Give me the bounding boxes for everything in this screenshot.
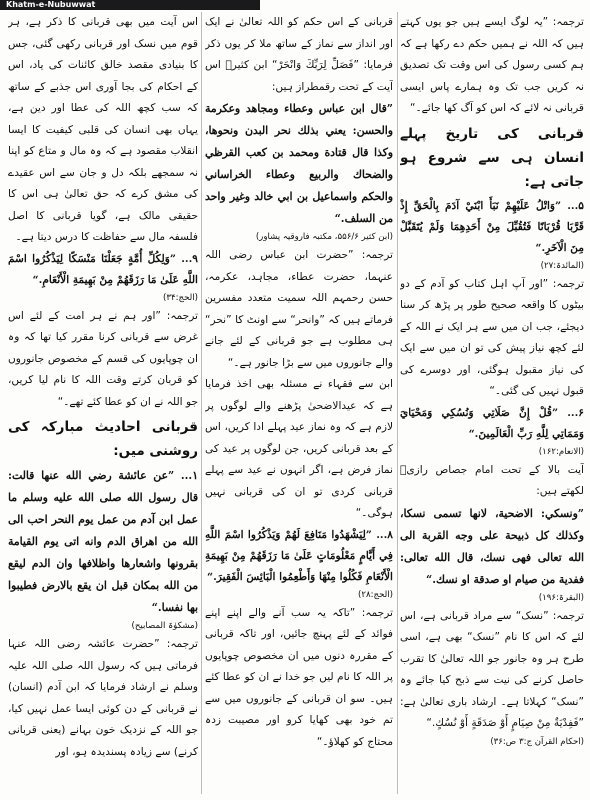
quran-verse: ۸... ”لِيَشْهَدُوا مَنَافِعَ لَهُمْ وَيَذْكُرُوا اسْمَ اللَّهِ فِي أَيَّامٍ مَعْلُومَاتٍ عَلَىٰ مَا رَزَقَهُمْ مِنْ بَهِيمَةِ الْأَنْعَامِ فَكُلُوا مِنْهَا وَأَطْعِمُوا الْبَائِسَ الْفَقِيرَ.“	[205, 528, 393, 583]
translation-paragraph: ترجمہ: ”اور ہم نے ہر امت کے لئے اس غرض سے قربانی کرنا مقرر کیا تھا کہ وہ ان چوپایوں کی قسم کے مخصوص جانوروں کو قربان کرتے وقت اللہ کا نام لیا کریں، جو اللہ نے ان کو عطا کئے تھے۔“	[8, 309, 198, 408]
paragraph: ابن سے فقہاء نے مسئلہ بھی اخذ فرمایا ہے کہ عیدالاضحیٰ پڑھنے والے لوگوں پر لازم ہے کہ وہ نماز عید پہلے ادا کریں، اس کے بعد قربانی کریں، جن لوگوں پر عید کی نماز فرض ہے، اگر انہوں نے عید سے پہلے قربانی کردی تو ان کی قربانی نہیں ہوگی۔“	[205, 378, 393, 519]
hadith-quotation: ۱... ”عن عائشة رضي الله عنها قالت: قال رسول الله صلى الله عليه وسلم ما عمل ابن آدم من عمل يوم النحر احب الى الله من اهراق الدم وانه اتى يوم القيامة بقرونها واشعارها واظلافها وان الدم ليقع من الله بمكان قبل ان يقع بالارض فطيبوا بها نفسا.“	[8, 469, 198, 614]
arabic-quotation: ”ونسكي: الاضحية، لانها تسمى نسكا، وكذلك كل ذبيحة على وجه القربة الى الله تعالى فهى نسك، قال الله تعالى: ففدية من صيام او صدقة او نسك.“	[400, 506, 584, 586]
verse-reference: (الحج:۳۴)	[163, 292, 198, 303]
section-heading: قربانی کی تاریخ پہلے انسان ہی سے شروع ہو جاتی ہے:	[400, 125, 584, 190]
book-reference: (ابن کثیر ۵۵۶/۶، مکتبہ فاروقیہ پشاور)	[255, 232, 393, 242]
translation-paragraph: ترجمہ: ”حضرت ابن عباس رضی اللہ عنہما، حضرت عطاء، مجاہد، عکرمہ، حسن رحمہم اللہ سمیت متعدد مفسرین فرماتے ہیں کہ ”وانحر“ سے اونٹ کا ”نحر“ ہی مطلوب ہے جو قربانی کے لئے جانے والے جانوروں میں سے بڑا جانور ہے۔“	[205, 249, 393, 369]
column-left	[8, 12, 198, 794]
column-divider-left	[201, 12, 202, 794]
verse-reference: (الانعام:۱۶۲)	[538, 446, 584, 457]
arabic-quotation: ”قال ابن عباس وعطاء ومجاهد وعكرمة والحسن: يعني بذلك نحر البدن ونحوها، وكذا قال قتادة ومحمد بن كعب القرظي والضحاك والربيع وعطاء الخراساني والحكم واسماعيل بن ابي خالد وغير واحد من السلف.“	[205, 102, 393, 225]
section-heading: قربانی احادیث مبارکہ کی روشنی میں:	[8, 419, 198, 459]
translation-paragraph: ترجمہ: ”نسک“ سے مراد قربانی ہے، اس لئے کہ اس کا نام ”نسک“ بھی ہے، اسی طرح ہر وہ جانور جو اللہ تعالیٰ کا تقرب حاصل کرنے کی نیت سے ذبح کیا جائے وہ ”نسک“ کہلاتا ہے۔ ارشاد باری تعالیٰ ہے: ”فَفِدْيَةٌ مِنْ صِيَامٍ أَوْ صَدَقَةٍ أَوْ نُسُكٍ.“	[400, 609, 584, 729]
column-middle	[205, 12, 393, 794]
paragraph: ترجمہ: ”یہ لوگ ایسے ہیں جو یوں کہتے ہیں کہ اللہ نے ہمیں حکم دے رکھا ہے کہ ہم کسی رسول کی اس وقت تک تصدیق نہ کریں جب تک وہ ہمارے پاس ایسی قربانی نہ لائے کہ اس کو آگ کھا جائے۔“	[400, 16, 584, 114]
paragraph: قربانی کے اس حکم کو اللہ تعالیٰ نے ایک اور انداز سے نماز کے ساتھ ملا کر یوں ذکر فرمایا: ”فَصَلِّ لِرَبِّكَ وَانْحَرْ“ ابن کثیرؒ اس آیت کے تحت رقمطراز ہیں:	[205, 16, 393, 93]
paragraph: اس آیت میں بھی قربانی کا ذکر ہے، ہر قوم میں نسک اور قربانی رکھی گئی، جس کا بنیادی مقصد خالق کائنات کی یاد، اس کے احکام کی بجا آوری اس جذبے کے ساتھ کہ سب کچھ اللہ کی عطا اور دین ہے، یہاں بھی انسان کی قلبی کیفیت کا ایسا انقلاب مقصود ہے کہ وہ مال و متاع کو اپنا نہ سمجھے بلکہ دل و جان سے اس عقیدے کی مشق کرے کہ حق تعالیٰ ہی اس کا حقیقی مالک ہے، گویا قربانی کا اصل فلسفہ مال سے حفاظت کا درس دیتا ہے۔	[8, 16, 198, 243]
verse-reference: (البقرۃ:۱۹۶)	[538, 592, 584, 603]
page-header-strip	[0, 0, 260, 10]
paragraph: آیت بالا کے تحت امام جصاص رازیؒ لکھتے ہیں:	[400, 463, 584, 497]
column-divider-right	[397, 12, 398, 794]
translation-paragraph: ترجمہ: ”تاکہ یہ سب آنے والے اپنے اپنے فوائد کے لئے پہنچ جائیں، اور تاکہ قربانی کے مقررہ دنوں میں ان مخصوص چوپایوں پر اللہ کا نام لیں جو خدا نے ان کو عطا کئے ہیں۔ سو ان قربانی کے جانوروں میں سے تم خود بھی کھایا کرو اور مصیبت زدہ محتاج کو کھلاؤ۔“	[205, 606, 393, 748]
verse-reference: (الحج:۲۸)	[358, 589, 393, 600]
quran-verse: ۶... ”قُلْ إِنَّ صَلَاتِي وَنُسُكِي وَمَحْيَايَ وَمَمَاتِي لِلَّهِ رَبِّ الْعَالَمِينَ.“	[400, 406, 584, 440]
quran-verse: ۹... ”وَلِكُلِّ أُمَّةٍ جَعَلْنَا مَنْسَكًا لِيَذْكُرُوا اسْمَ اللَّهِ عَلَىٰ مَا رَزَقَهُمْ مِنْ بَهِيمَةِ الْأَنْعَامِ.“	[8, 252, 198, 286]
book-reference: (احکام القرآن ج:۳ ص:۳۶)	[490, 736, 584, 747]
quran-verse: ۵... ”وَاتْلُ عَلَيْهِمْ نَبَأَ ابْنَيْ آدَمَ بِالْحَقِّ إِذْ قَرَّبَا قُرْبَانًا فَتُقُبِّلَ مِنْ أَحَدِهِمَا وَلَمْ يُتَقَبَّلْ مِنَ الْآخَرِ.“	[400, 199, 584, 254]
header-title: Khatm-e-Nubuwwat	[6, 0, 96, 9]
hadith-reference: (مشکوٰۃ المصابیح)	[131, 621, 198, 631]
translation-paragraph: ترجمہ: ”اور آپ اہل کتاب کو آدم کے دو بیٹوں کا واقعہ صحیح طور پر پڑھ کر سنا دیجئے، جب ان میں سے ہر ایک نے اللہ کے لئے کچھ نیاز پیش کی تو ان میں سے ایک کی نیاز مقبول ہوگئی، اور دوسرے کی قبول نہیں کی گئی۔“	[400, 277, 584, 397]
column-right	[400, 12, 584, 794]
translation-paragraph: ترجمہ: ”حضرت عائشہ رضی اللہ عنہا فرماتی ہیں کہ رسول اللہ صلی اللہ علیہ وسلم نے ارشاد فرمایا کہ ابن آدم (انسان) نے قربانی کے دن کوئی ایسا عمل نہیں کیا، جو اللہ کے نزدیک خون بہانے (یعنی قربانی کرنے) سے زیادہ پسندیدہ ہو، اور	[8, 638, 198, 758]
verse-reference: (المائدۃ:۲۷)	[540, 260, 584, 271]
